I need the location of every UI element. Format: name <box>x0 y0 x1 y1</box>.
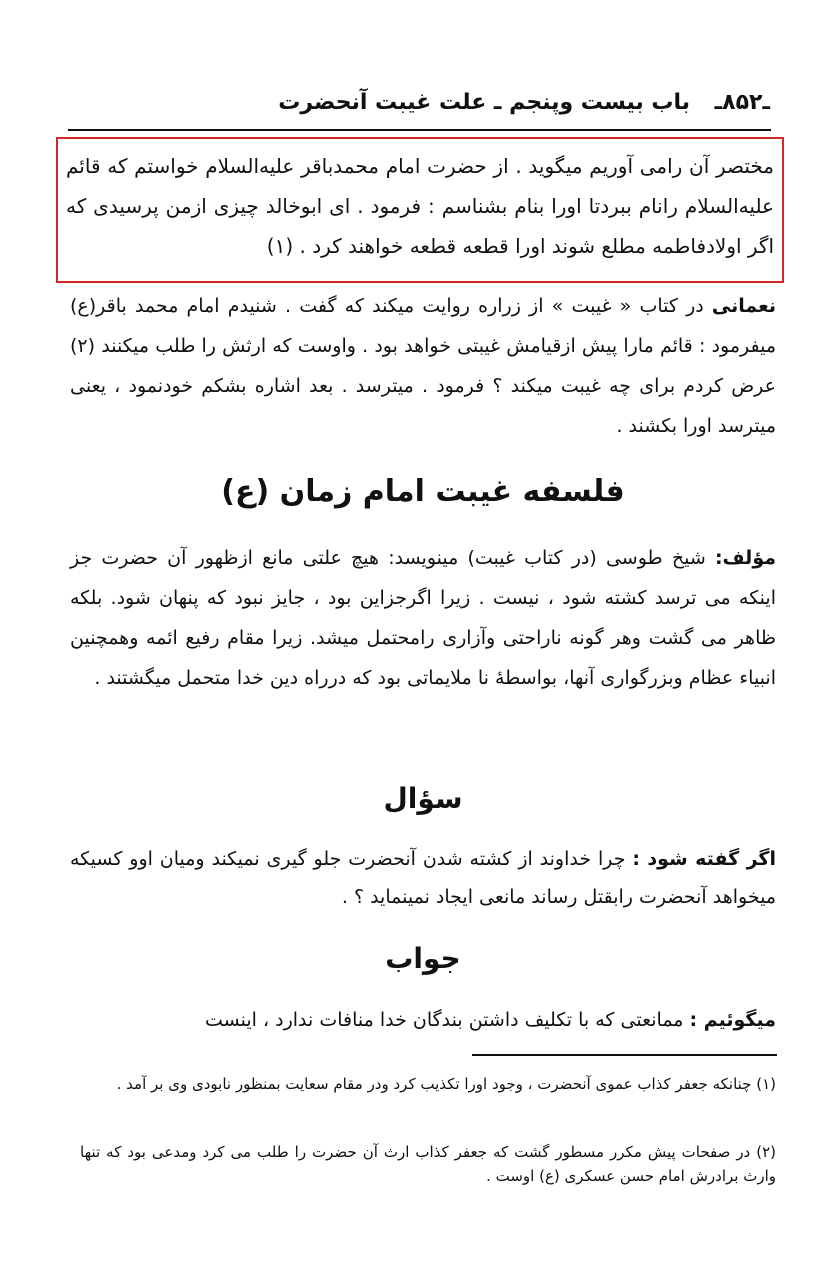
paragraph-lead: میگوئیم : <box>689 1009 776 1031</box>
footnote-1: (۱) چنانکه جعفر کذاب عموی آنحضرت ، وجود اورا تکذیب کرد ودر مقام سعایت بمنظور نابودی وی بر آمد . <box>116 1075 776 1093</box>
section-heading-falsafe: فلسفه غیبت امام زمان (ع) <box>221 474 625 509</box>
running-title: باب بیست وپنجم ـ علت غیبت آنحضرت <box>278 90 690 115</box>
header-rule <box>68 129 771 131</box>
paragraph-lead: اگر گفته شود : <box>632 848 776 870</box>
paragraph-text: چرا خداوند از کشته شدن آنحضرت جلو گیری نمیکند ومیان اوو کسیکه میخواهد آنحضرت رابقتل رساند مانعی ایجاد نمینماید ؟ . <box>70 848 776 908</box>
paragraph-text: در کتاب « غیبت » از زراره روایت میکند که گفت . شنیدم امام محمد باقر(ع) میفرمود : قائم مارا پیش ازقیامش غیبتی خواهد بود . واوست که ارثش را طلب میکنند (۲) عرض کردم برای چه غیبت میکند ؟ فرمود . میترسد . بعد اشاره بشکم خودنمود ، یعنی میترسد اورا بکشند . <box>70 295 776 437</box>
paragraph-text: ممانعتی که با تکلیف داشتن بندگان خدا منافات ندارد ، اینست <box>205 1009 690 1031</box>
paragraph-lead: نعمانی <box>711 295 776 317</box>
highlighted-passage: مختصر آن رامی آوریم میگوید . از حضرت امام محمدباقر علیه‌السلام خواستم که قائم علیه‌السلام رانام ببردتا اورا بنام بشناسم : فرمود . ای ابوخالد چیزی ازمن پرسیدی که اگر اولادفاطمه مطلع شوند اورا قطعه قطعه خواهند کرد . (۱) <box>66 154 774 258</box>
paragraph-moallef <box>70 538 776 698</box>
paragraph-javab <box>70 1000 776 1040</box>
paragraph-text: شیخ طوسی (در کتاب غیبت) مینویسد: هیچ علتی مانع ازظهور آن حضرت جز اینکه می ترسد کشته شود ، نیست . زیرا اگرجزاین بود ، جایز نبود که پنهان شود. بلکه ظاهر می گشت وهر گونه ناراحتی وآزاری رامحتمل میشد. زیرا مقام رفیع ائمه وهمچنین انبیاء عظام وبزرگواری آنها، بواسطهٔ نا ملایماتی بود که درراه دین خدا متحمل میگشتند . <box>70 547 776 689</box>
page-header <box>230 86 770 126</box>
paragraph-nomani <box>70 286 776 446</box>
paragraph-sual <box>70 840 776 916</box>
footnote-rule <box>472 1054 777 1056</box>
section-heading-javab: جواب <box>385 942 461 975</box>
section-heading-sual: سؤال <box>383 782 463 815</box>
footnote-2: (۲) در صفحات پیش مکرر مسطور گشت که جعفر کذاب ارث آن حضرت را طلب می کرد ومدعی بود که تنها وارث برادرش امام حسن عسکری (ع) اوست . <box>80 1143 776 1185</box>
paragraph-lead: مؤلف: <box>714 547 776 569</box>
page-number: ـ۸۵۲ـ <box>714 90 770 115</box>
